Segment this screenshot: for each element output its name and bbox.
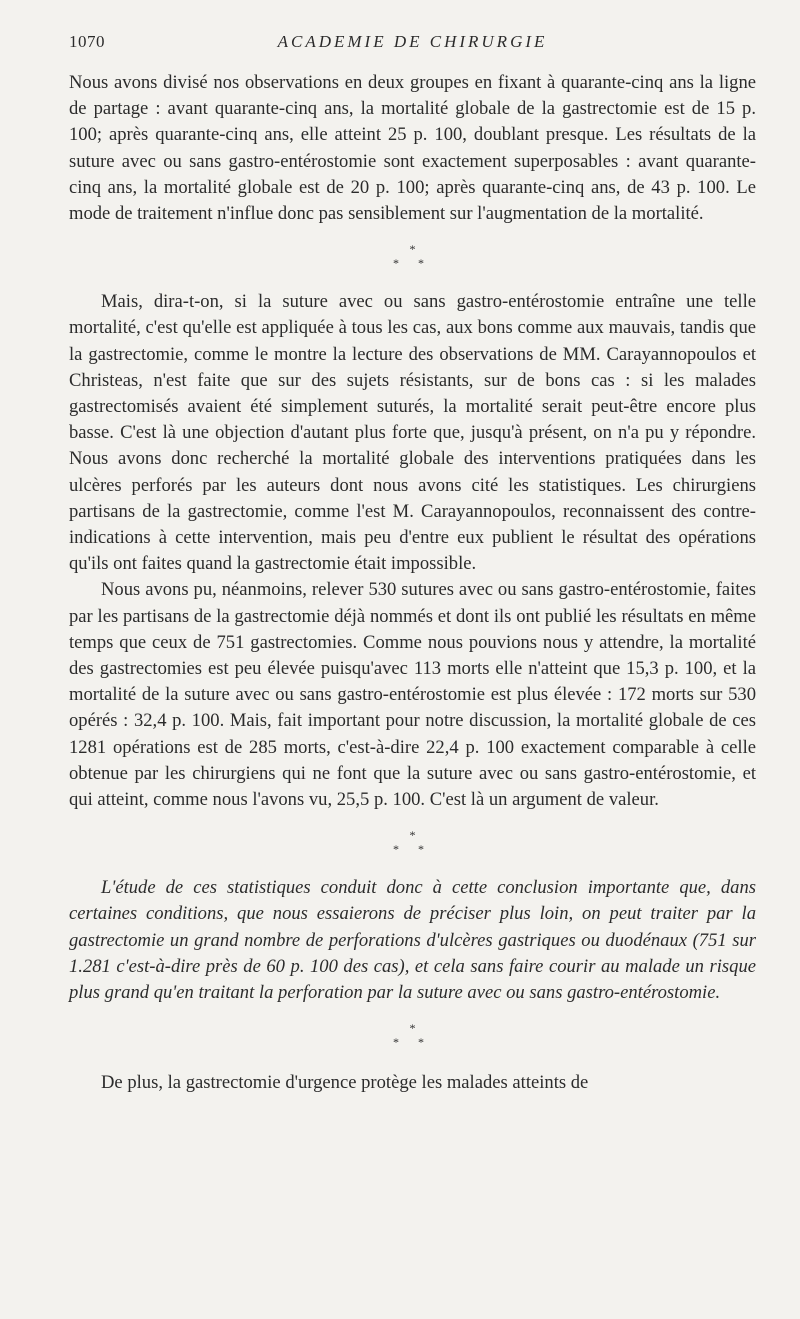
running-header <box>69 28 756 58</box>
paragraph-conclusion: L'étude de ces statistiques conduit donc à cette conclusion importante que, dans certaines conditions, que nous essaierons de préciser plus loin, on peut traiter par la gastrectomie un grand nombre de perforations d'ulcères gastriques ou duodénaux (751 sur 1.281 c'est-à-dire près de 60 p. 100 des cas), et cela sans faire courir au malade un risque plus grand qu'en traitant la perforation par la suture avec ou sans gastro-entérostomie. <box>69 877 756 1004</box>
paragraph-objection: Mais, dira-t-on, si la suture avec ou sans gastro-entérostomie entraîne une telle mortalité, c'est qu'elle est appliquée à tous les cas, aux bons comme aux mauvais, tandis que la gastrectomie, comme le montre la lecture des observations de MM. Carayannopoulos et Christeas, n'est faite que sur des sujets résistants, sur de bons cas : si les malades gastrectomisés avaient été simplement suturés, la mortalité serait peut-être encore plus basse. C'est là une objection d'autant plus forte que, jusqu'à présent, on n'a pu y répondre. Nous avons donc recherché la mortalité globale des interventions pratiquées dans les ulcères perforés par les auteurs dont nous avons cité les statistiques. Les chirurgiens partisans de la gastrectomie, comme l'est M. Carayannopoulos, reconnaissent des contre-indications à cette intervention, mais peu d'entre eux publient le résultat des opérations qu'ils ont faites quand la gastrectomie était impossible. <box>69 291 756 575</box>
asterism-top: * <box>409 242 416 257</box>
section-separator <box>69 821 756 863</box>
running-title: ACADEMIE DE CHIRURGIE <box>277 32 548 51</box>
page-number: 1070 <box>69 32 105 51</box>
paragraph-continuation: De plus, la gastrectomie d'urgence protège les malades atteints de <box>101 1072 589 1094</box>
paragraph-statistics: Nous avons pu, néanmoins, relever 530 sutures avec ou sans gastro-entérostomie, faites par les partisans de la gastrectomie déjà nommés et dont ils ont publié les résultats en même temps que ceux de 751 gastrectomies. Comme nous pouvions nous y attendre, la mortalité des gastrectomies est peu élevée puisqu'avec 113 morts elle n'atteint que 15,3 p. 100, et la mortalité de la suture avec ou sans gastro-entérostomie est plus élevée : 172 morts sur 530 opérés : 32,4 p. 100. Mais, fait important pour notre discussion, la mortalité globale de ces 1281 opérations est de 285 morts, c'est-à-dire 22,4 p. 100 exactement comparable à celle obtenue par les chirurgiens qui ne font que la suture avec ou sans gastro-entérostomie, et qui atteint, comme nous l'avons vu, 25,5 p. 100. C'est là un argument de valeur. <box>69 579 756 811</box>
paragraph-age-groups: Nous avons divisé nos observations en deux groupes en fixant à quarante-cinq ans la ligne de partage : avant quarante-cinq ans, la mortalité globale de la gastrectomie est de 15 p. 100; après quarante-cinq ans, elle atteint 25 p. 100, doublant presque. Les résultats de la suture avec ou sans gastro-entérostomie sont exactement superposables : avant quarante-cinq ans, la mortalité globale est de 20 p. 100; après quarante-cinq ans, de 43 p. 100. Le mode de traitement n'influe donc pas sensiblement sur l'augmentation de la mortalité. <box>69 72 756 225</box>
asterism-bottom: * * <box>393 842 432 857</box>
asterism-bottom: * * <box>393 1035 432 1050</box>
section-separator <box>69 235 756 277</box>
asterism-top: * <box>409 828 416 843</box>
section-separator <box>69 1014 756 1056</box>
asterism-bottom: * * <box>393 256 432 271</box>
asterism-top: * <box>409 1021 416 1036</box>
